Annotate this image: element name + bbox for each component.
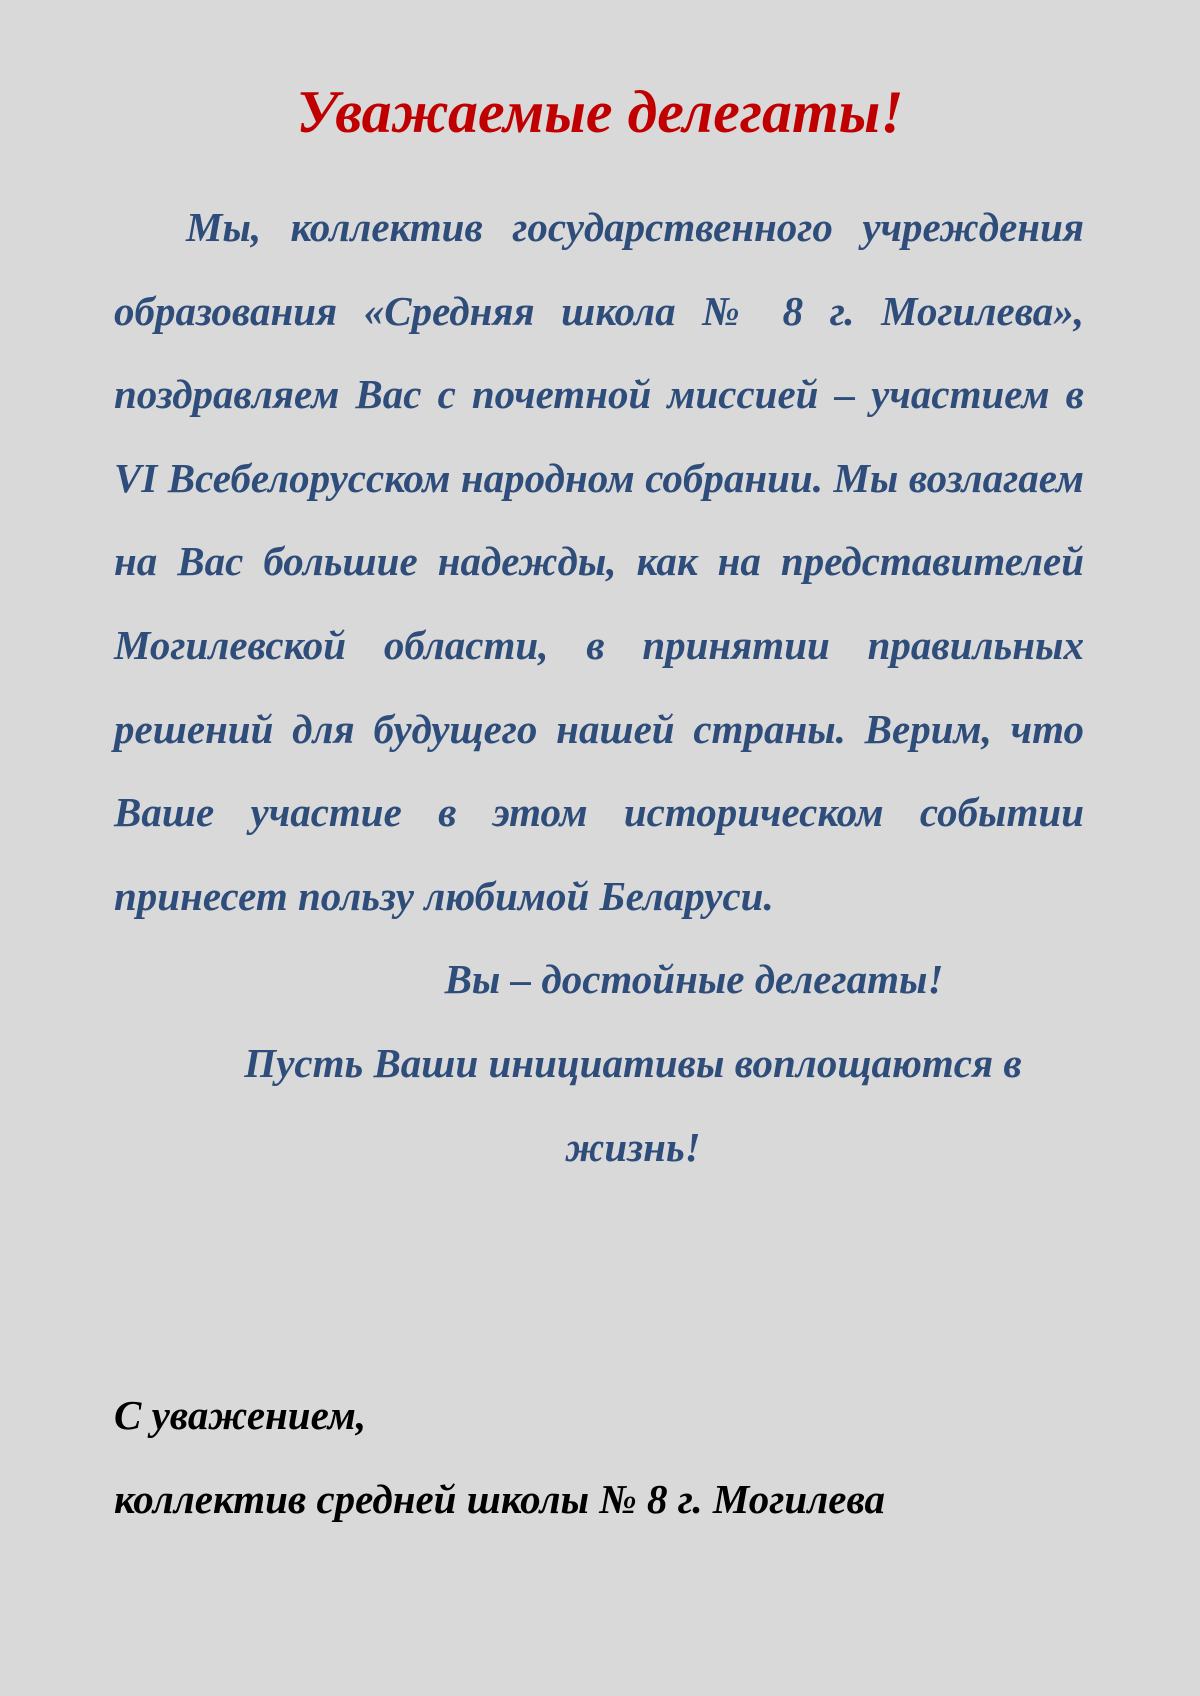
slogan-initiatives: Пусть Ваши инициативы воплощаются в жизнь! [244,1039,1022,1170]
signature-salutation: С уважением, [114,1392,367,1438]
signature-sender: коллектив средней школы № 8 г. Могилева [114,1475,885,1522]
greeting-title: Уважаемые делегаты! [296,79,904,145]
greeting-body [114,186,1084,1189]
greeting-paragraph: Мы, коллектив государственного учреждения образования «Средняя школа № 8 г. Могилева», поздравляем Вас с почетной миссией – участием в VI Всебелорусском народном собрании. Мы возлагаем на Вас большие надежды, как на представителей Могилевской области, в принятии правильных решений для будущего нашей страны. Верим, что Ваше участие в этом историческом событии принесет пользу любимой Беларуси. [114,204,1084,919]
slogan-worthy-delegates: Вы – достойные делегаты! [444,956,944,1003]
signature-block [114,1374,1094,1541]
